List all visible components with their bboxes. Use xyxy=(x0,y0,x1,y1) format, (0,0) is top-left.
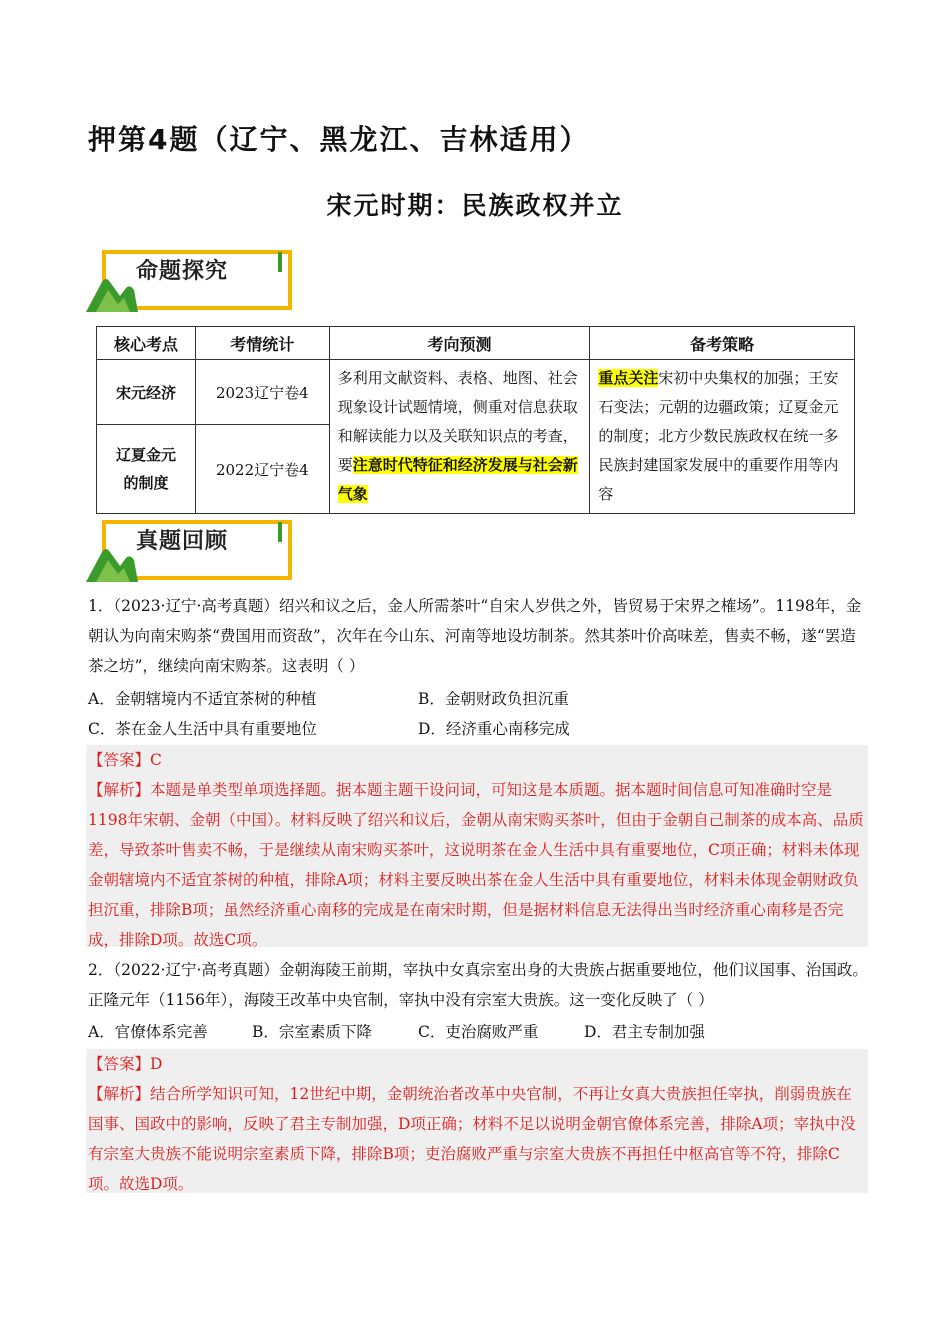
q1-answer xyxy=(88,745,866,775)
table-cell-topic: 辽夏金元的制度 xyxy=(97,425,196,514)
badge-accent xyxy=(278,522,282,542)
table-cell-forecast xyxy=(329,360,590,514)
analysis-label: 【解析】 xyxy=(88,781,151,799)
badge-accent xyxy=(278,252,282,272)
table-row xyxy=(97,360,855,425)
q2-option-a: A．官僚体系完善 xyxy=(88,1023,208,1041)
strategy-highlight: 重点关注 xyxy=(598,369,659,387)
section-badge-1 xyxy=(92,244,302,310)
table-header: 考情统计 xyxy=(195,327,329,360)
q1-option-d: D．经济重心南移完成 xyxy=(418,720,570,738)
mountain-icon xyxy=(86,272,138,312)
analysis-text: 结合所学知识可知，12世纪中期，金朝统治者改革中央官制，不再让女真大贵族担任宰执，削弱贵族在国事、国政中的影响，反映了君主专制加强，D项正确；材料不足以说明金朝官僚体系完善，排除A项；宰执中没有宗室大贵族不能说明宗室素质下降，排除B项；吏治腐败严重与宗室大贵族不再担任中枢高官等不符，排除C项。故选D项。 xyxy=(88,1085,856,1193)
q1-analysis xyxy=(88,775,866,955)
section-title-2: 真题回顾 xyxy=(136,529,229,554)
question-1-stem: 1．（2023·辽宁·高考真题）绍兴和议之后，金人所需茶叶“自宋人岁供之外，皆贸易于宋界之榷场”。1198年，金朝认为向南宋购茶“费国用而资敌”，次年在今山东、河南等地设坊制茶。然其茶叶价高味差，售卖不畅，遂“罢造茶之坊”，继续向南宋购茶。这表明（ ） xyxy=(88,597,862,675)
table-cell-stat: 2023辽宁卷4 xyxy=(195,360,329,425)
analysis-text: 本题是单类型单项选择题。据本题主题干设问词，可知这是本质题。据本题时间信息可知准确时空是1198年宋朝、金朝（中国）。材料反映了绍兴和议后，金朝从南宋购买茶叶，但由于金朝自己制茶的成本高、品质差，导致茶叶售卖不畅，于是继续从南宋购买茶叶，这说明茶在金人生活中具有重要地位，C项正确；材料未体现金朝辖境内不适宜茶树的种植，排除A项；材料主要反映出茶在金人生活中具有重要地位，材料未体现金朝财政负担沉重，排除B项；虽然经济重心南移的完成是在南宋时期，但是据材料信息无法得出当时经济重心南移是否完成，排除D项。故选C项。 xyxy=(88,781,864,949)
mountain-icon xyxy=(86,542,138,582)
page-subtitle: 宋元时期：民族政权并立 xyxy=(326,191,624,220)
table-cell-topic: 宋元经济 xyxy=(97,360,196,425)
q2-option-c: C．吏治腐败严重 xyxy=(418,1023,539,1041)
answer-label: 【答案】 xyxy=(88,751,151,769)
analysis-label: 【解析】 xyxy=(88,1085,151,1103)
q2-answer-block xyxy=(86,1049,868,1193)
forecast-text: 多利用文献资料、表格、地图、社会现象设计试题情境，侧重对信息获取和解读能力以及关联知识点的考查，要 xyxy=(337,369,578,474)
table-cell-strategy xyxy=(590,360,855,514)
q1-answer-block xyxy=(86,745,868,947)
answer-value: D xyxy=(150,1055,163,1073)
table-header-row xyxy=(97,327,855,360)
section-title-1: 命题探究 xyxy=(136,259,229,284)
q1-option-c: C．茶在金人生活中具有重要地位 xyxy=(88,720,317,738)
q1-option-a: A．金朝辖境内不适宜茶树的种植 xyxy=(88,690,317,708)
q2-option-b: B．宗室素质下降 xyxy=(252,1023,372,1041)
answer-value: C xyxy=(150,751,162,769)
q2-answer xyxy=(88,1049,866,1079)
q1-option-b: B．金朝财政负担沉重 xyxy=(418,690,569,708)
exam-table xyxy=(96,326,855,514)
answer-label: 【答案】 xyxy=(88,1055,151,1073)
table-header: 核心考点 xyxy=(97,327,196,360)
forecast-highlight: 注意时代特征和经济发展与社会新气象 xyxy=(337,456,578,503)
table-header: 考向预测 xyxy=(329,327,590,360)
table-header: 备考策略 xyxy=(590,327,855,360)
page-title: 押第4题（辽宁、黑龙江、吉林适用） xyxy=(88,123,590,156)
table-cell-stat: 2022辽宁卷4 xyxy=(195,425,329,514)
q2-option-d: D．君主专制加强 xyxy=(584,1023,705,1041)
q2-analysis xyxy=(88,1079,866,1199)
strategy-text: 宋初中央集权的加强；王安石变法；元朝的边疆政策；辽夏金元的制度；北方少数民族政权在统一多民族封建国家发展中的重要作用等内容 xyxy=(598,369,839,503)
question-2-stem: 2．（2022·辽宁·高考真题）金朝海陵王前期，宰执中女真宗室出身的大贵族占据重要地位，他们议国事、治国政。正隆元年（1156年），海陵王改革中央官制，宰执中没有宗室大贵族。这一变化反映了（ ） xyxy=(88,961,868,1009)
section-badge-2 xyxy=(92,514,302,580)
